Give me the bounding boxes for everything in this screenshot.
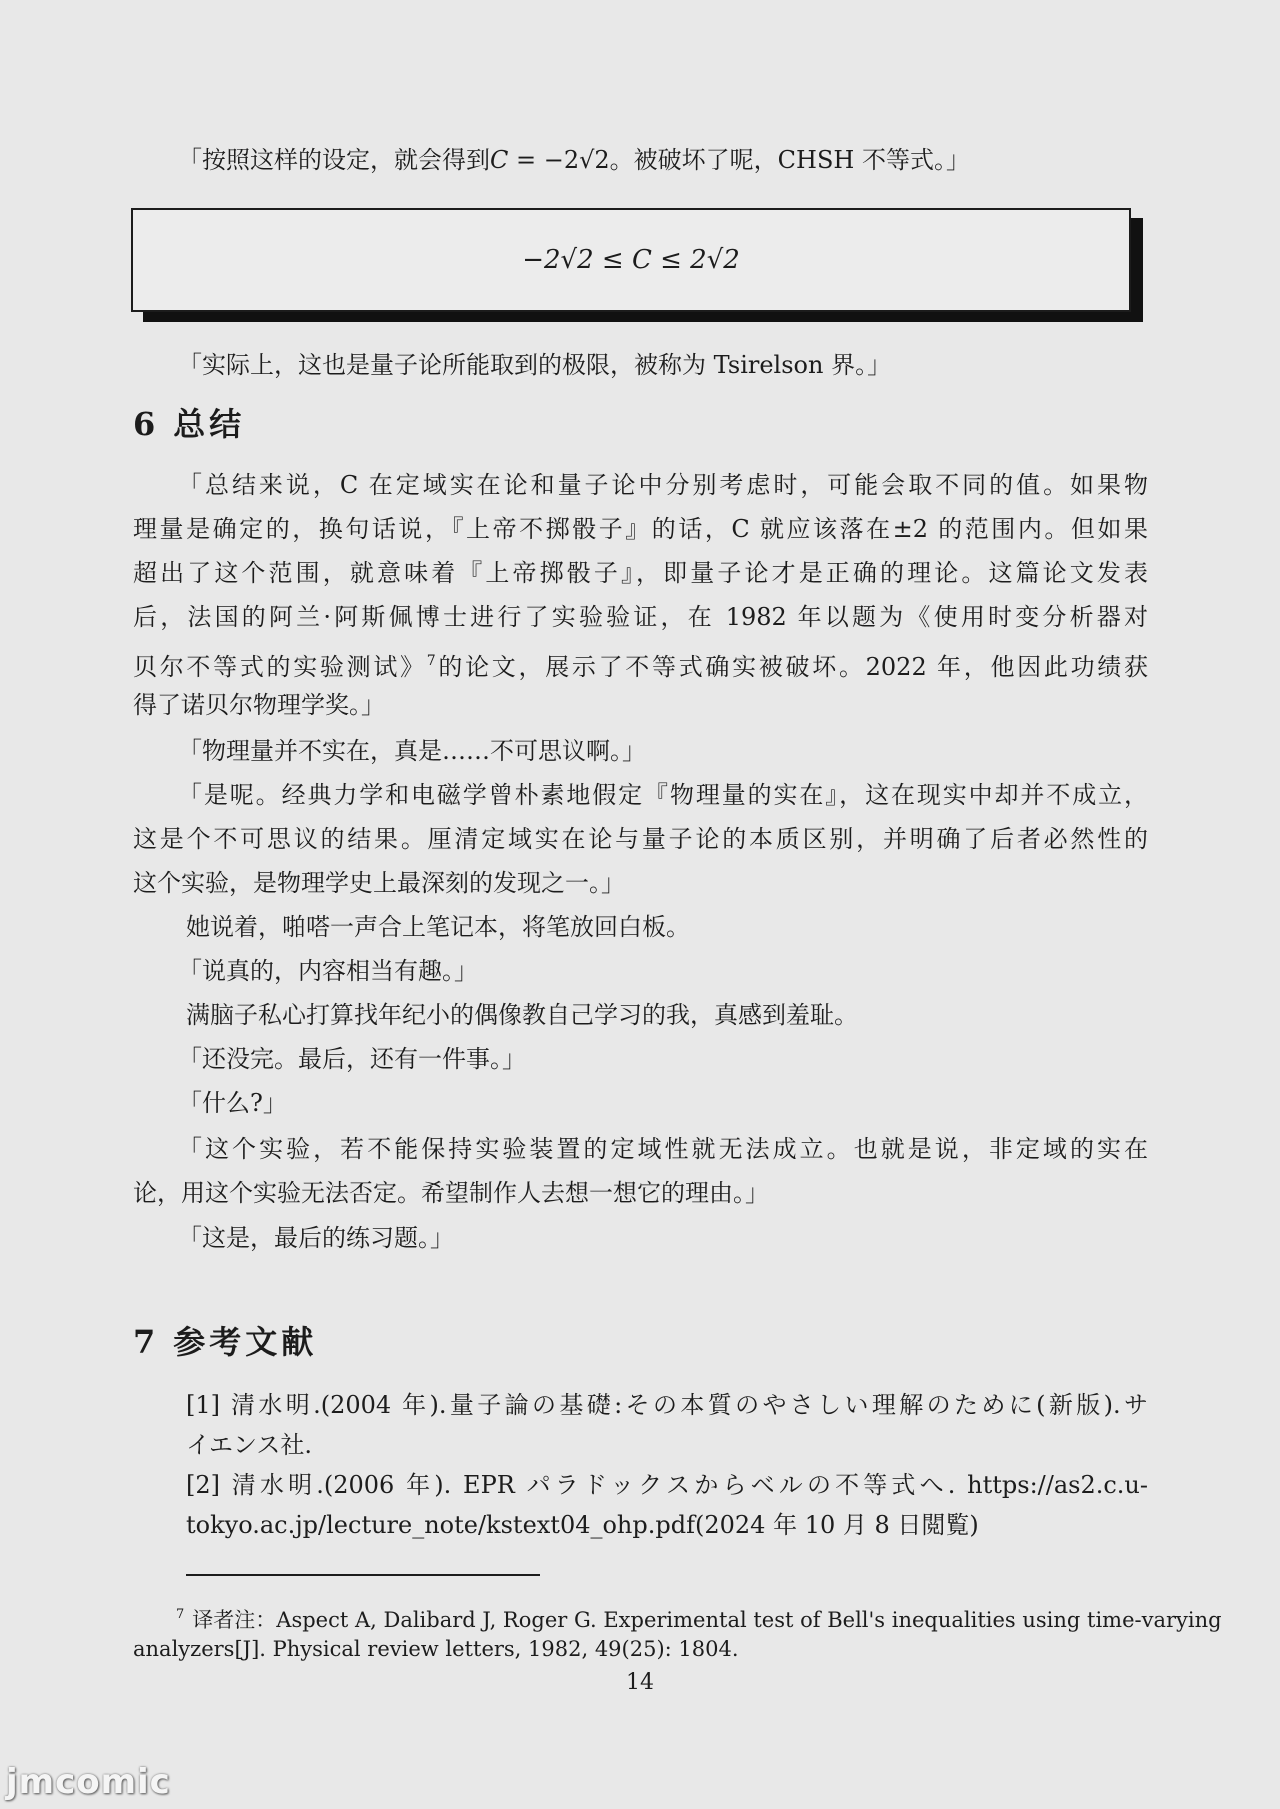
- paragraph-line: 这个实验，是物理学史上最深刻的发现之一。」: [133, 869, 625, 897]
- dialogue-line: 「实际上，这也是量子论所能取到的极限，被称为 Tsirelson 界。」: [178, 351, 892, 379]
- paragraph-line: 「这个实验，若不能保持实验装置的定域性就无法成立。也就是说，非定域的实在: [178, 1135, 1148, 1163]
- paragraph-line: 理量是确定的，换句话说，『上帝不掷骰子』的话，C 就应该落在±2 的范围内。但如果: [133, 515, 1148, 543]
- formula-box: [131, 208, 1131, 312]
- tsirelson-inequality: −2√2 ≤ 𝐶 ≤ 2√2: [522, 245, 740, 275]
- paragraph-line: 「总结来说，C 在定域实在论和量子论中分别考虑时，可能会取不同的值。如果物: [178, 471, 1148, 499]
- footnote-line: analyzers[J]. Physical review letters, 1982, 49(25): 1804.: [133, 1637, 739, 1661]
- footnote-text: 译者注：Aspect A, Dalibard J, Roger G. Experimental test of Bell's inequalities using time-varying: [192, 1608, 1222, 1632]
- paragraph-line: 超出了这个范围，就意味着『上帝掷骰子』，即量子论才是正确的理论。这篇论文发表: [133, 559, 1148, 587]
- reference-entry: [2] 清水明.(2006 年). EPR パラドックスからベルの不等式へ. https://as2.c.u-: [186, 1471, 1148, 1499]
- footnote-divider: [186, 1574, 540, 1576]
- footnote-mark: 7: [176, 1607, 185, 1622]
- reference-entry: [1] 清水明.(2004 年).量子論の基礎:その本質のやさしい理解のために(新版).サ: [186, 1391, 1148, 1419]
- paragraph-line: 这是个不可思议的结果。厘清定域实在论与量子论的本质区别，并明确了后者必然性的: [133, 825, 1148, 853]
- section-heading-6: [133, 404, 245, 444]
- page-number: 14: [626, 1670, 654, 1695]
- narration-line: 她说着，啪嗒一声合上笔记本，将笔放回白板。: [186, 913, 690, 941]
- section-title: 参考文献: [173, 1323, 318, 1361]
- dialogue-line: 「物理量并不实在，真是……不可思议啊。」: [178, 737, 646, 765]
- paper-title-text: 贝尔不等式的实验测试》: [133, 653, 427, 681]
- reference-link[interactable]: tokyo.ac.jp/lecture_note/kstext04_ohp.pdf(2024 年 10 月 8 日閲覧): [186, 1511, 979, 1539]
- footnote-reference[interactable]: 7: [426, 653, 436, 669]
- paragraph-line: 「是呢。经典力学和电磁学曾朴素地假定『物理量的实在』，这在现实中却并不成立，: [178, 781, 1148, 809]
- paragraph-line: 得了诺贝尔物理学奖。」: [133, 691, 385, 719]
- section-title: 总结: [173, 405, 246, 443]
- paragraph-line: [133, 646, 1148, 682]
- dialogue-line: 「还没完。最后，还有一件事。」: [178, 1045, 526, 1073]
- reference-entry: イエンス社.: [186, 1431, 312, 1459]
- paragraph-text: 的论文，展示了不等式确实被破坏。2022 年，他因此功绩获: [435, 653, 1148, 681]
- paragraph-line: 后，法国的阿兰·阿斯佩博士进行了实验验证，在 1982 年以题为《使用时变分析器对: [133, 603, 1148, 631]
- dialogue-line: 「按照这样的设定，就会得到𝐶 = −2√2。被破坏了呢，CHSH 不等式。」: [178, 146, 970, 174]
- section-number: 6: [133, 405, 160, 443]
- paragraph-line: 论，用这个实验无法否定。希望制作人去想一想它的理由。」: [133, 1179, 769, 1207]
- dialogue-line: 「什么?」: [178, 1089, 287, 1117]
- watermark-logo: jmcomic: [6, 1762, 171, 1802]
- section-number: 7: [133, 1323, 160, 1361]
- dialogue-line: 「这是，最后的练习题。」: [178, 1224, 454, 1252]
- dialogue-line: 「说真的，内容相当有趣。」: [178, 957, 478, 985]
- section-heading-7: [133, 1322, 317, 1362]
- narration-line: 满脑子私心打算找年纪小的偶像教自己学习的我，真感到羞耻。: [186, 1001, 858, 1029]
